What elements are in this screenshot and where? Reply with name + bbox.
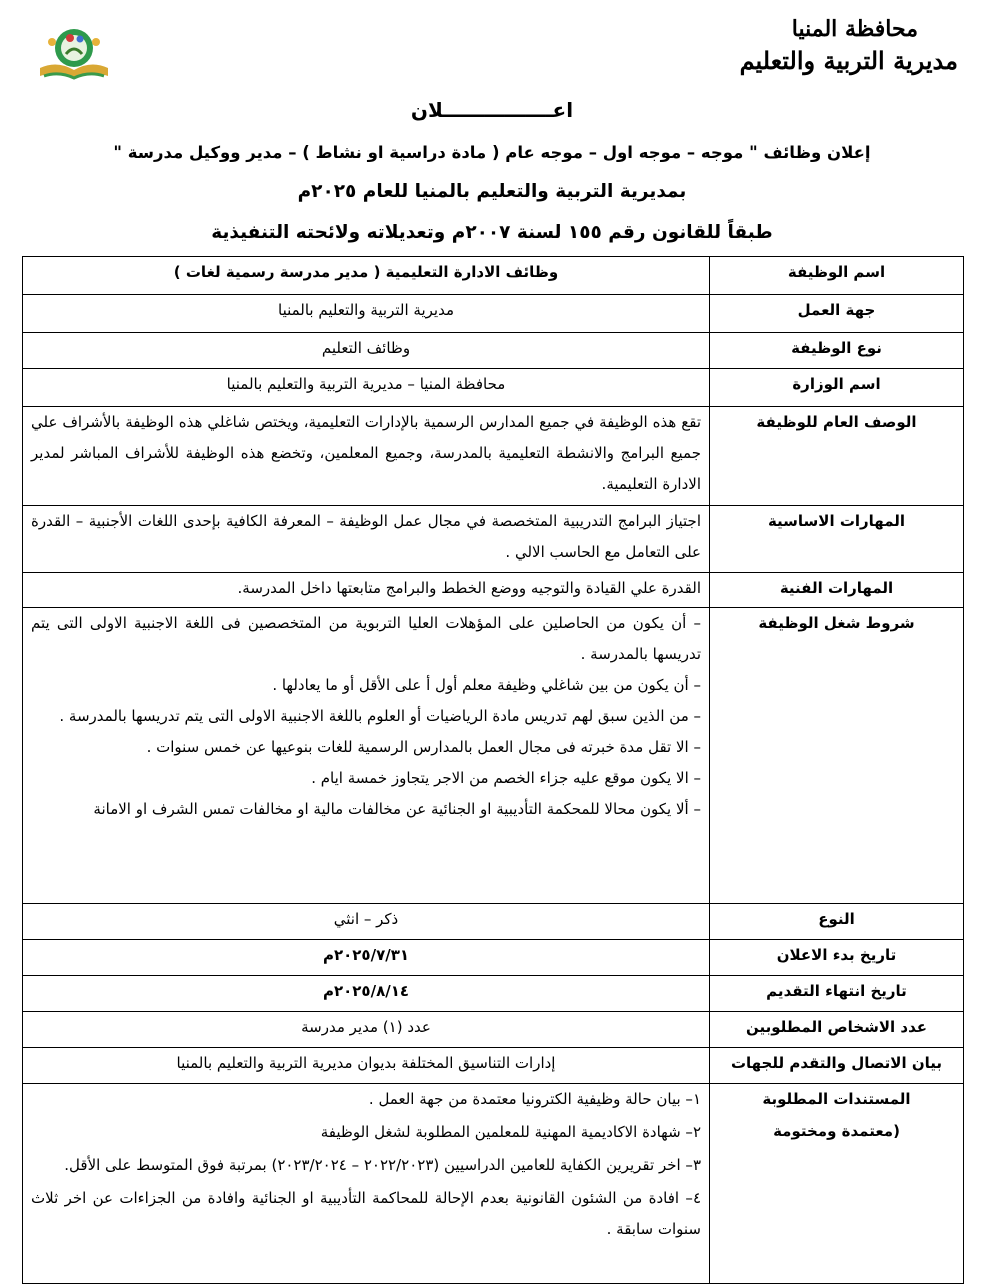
condition-item: – الا يكون موقع عليه جزاء الخصم من الاجر يتجاوز خمسة ايام . — [311, 769, 701, 787]
row-label: المهارات الاساسية — [710, 506, 964, 573]
directorate-name: مديرية التربية والتعليم — [739, 46, 958, 75]
technical-skills-value: القدرة علي القيادة والتوجيه ووضع الخطط والبرامج متابعتها داخل المدرسة. — [23, 573, 710, 608]
document-item: ٢– شهادة الاكاديمية المهنية للمعلمين المطلوبة لشغل الوظيفة — [320, 1123, 701, 1141]
basic-skills-value: اجتياز البرامج التدريبية المتخصصة في مجال عمل الوظيفة – المعرفة الكافية بإحدى اللغات الأجنبية – القدرة على التعامل مع الحاسب الالي . — [23, 506, 710, 573]
document-item: ١– بيان حالة وظيفية الكترونيا معتمدة من جهة العمل . — [368, 1090, 701, 1108]
table-row — [23, 1084, 964, 1284]
row-label: نوع الوظيفة — [710, 333, 964, 369]
condition-item: – أن يكون من الحاصلين على المؤهلات العليا التربوية من المتخصصين فى اللغة الاجنبية الاولى التى يتم تدريسها بالمدرسة . — [31, 614, 701, 663]
table-row — [23, 506, 964, 573]
table-row — [23, 1012, 964, 1048]
table-row — [23, 257, 964, 295]
row-label: شروط شغل الوظيفة — [710, 608, 964, 904]
document-item: ٤– افادة من الشئون القانونية بعدم الإحالة للمحاكمة التأديبية او الجنائية وافادة من الجزاءات عن اخر ثلاث سنوات سابقة . — [31, 1189, 701, 1238]
contact-value: إدارات التناسيق المختلفة بديوان مديرية التربية والتعليم بالمنيا — [23, 1048, 710, 1084]
gender-value: ذكر – انثي — [23, 904, 710, 940]
documents-cell — [23, 1084, 710, 1284]
document-item: ٣– اخر تقريرين الكفاية للعامين الدراسيين (٢٠٢٢/٢٠٢٣ – ٢٠٢٣/٢٠٢٤) بمرتبة فوق المتوسط على الأقل. — [64, 1156, 701, 1174]
row-label: المستندات المطلوبة — [762, 1090, 911, 1108]
description-value: تقع هذه الوظيفة في جميع المدارس الرسمية بالإدارات التعليمية، ويختص شاغلي هذه الوظيفة بالأشراف علي جميع البرامج والانشطة التعليمية بالمدرسة، وجميع المعلمين، وتخضع هذه الوظيفة للأشراف المباشر لمدير الادارة التعليمية. — [23, 407, 710, 506]
row-label: بيان الاتصال والتقدم للجهات — [710, 1048, 964, 1084]
table-row — [23, 1048, 964, 1084]
row-sublabel: (معتمدة ومختومة — [773, 1122, 900, 1140]
row-label: الوصف العام للوظيفة — [710, 407, 964, 506]
header — [740, 16, 958, 75]
table-row — [23, 369, 964, 407]
conditions-list — [23, 608, 710, 904]
documents-list — [31, 1084, 701, 1245]
job-name-value: وظائف الادارة التعليمية ( مدير مدرسة رسمية لغات ) — [23, 257, 710, 295]
table-row — [23, 904, 964, 940]
announcement-law-line: طبقاً للقانون رقم ١٥٥ لسنة ٢٠٠٧م وتعديلاته ولائحته التنفيذية — [211, 222, 773, 243]
row-label: المهارات الفنية — [710, 573, 964, 608]
condition-item: – أن يكون من بين شاغلي وظيفة معلم أول أ على الأقل أو ما يعادلها . — [272, 676, 701, 694]
row-label: النوع — [710, 904, 964, 940]
row-label: اسم الوزارة — [710, 369, 964, 407]
condition-item: – ألا يكون محالا للمحكمة التأديبية او الجنائية عن مخالفات مالية او مخالفات تمس الشرف او الامانة — [93, 800, 701, 818]
row-label: اسم الوظيفة — [710, 257, 964, 295]
workplace-value: مديرية التربية والتعليم بالمنيا — [23, 295, 710, 333]
documents-label-cell — [710, 1084, 964, 1284]
condition-item: – الا تقل مدة خبرته فى مجال العمل بالمدارس الرسمية للغات بنوعيها عن خمس سنوات . — [146, 738, 701, 756]
table-row — [23, 608, 964, 904]
table-row — [23, 333, 964, 369]
announcement-heading: اعــــــــــــــــلان — [410, 98, 574, 122]
table-row — [23, 940, 964, 976]
count-value: عدد (١) مدير مدرسة — [23, 1012, 710, 1048]
condition-item: – من الذين سبق لهم تدريس مادة الرياضيات أو العلوم باللغة الاجنبية الاولى التى يتم تدريسها بالمدرسة . — [59, 707, 701, 725]
row-label: تاريخ انتهاء التقديم — [710, 976, 964, 1012]
row-label: تاريخ بدء الاعلان — [710, 940, 964, 976]
table-row — [23, 976, 964, 1012]
end-date-value: ٢٠٢٥/٨/١٤م — [23, 976, 710, 1012]
job-type-value: وظائف التعليم — [23, 333, 710, 369]
job-details-table — [22, 256, 964, 1284]
announcement-subtitle: إعلان وظائف " موجه – موجه اول – موجه عام ( مادة دراسية او نشاط ) – مدير ووكيل مدرسة " — [113, 143, 871, 162]
education-logo-icon — [34, 24, 114, 86]
table-row — [23, 407, 964, 506]
table-row — [23, 295, 964, 333]
start-date-value: ٢٠٢٥/٧/٣١م — [23, 940, 710, 976]
announcement-directorate-line: بمديرية التربية والتعليم بالمنيا للعام ٢٠٢٥م — [297, 181, 687, 202]
governorate-name: محافظة المنيا — [791, 16, 918, 42]
table-row — [23, 573, 964, 608]
ministry-value: محافظة المنيا – مديرية التربية والتعليم بالمنيا — [23, 369, 710, 407]
row-label: جهة العمل — [710, 295, 964, 333]
row-label: عدد الاشخاص المطلوبين — [710, 1012, 964, 1048]
